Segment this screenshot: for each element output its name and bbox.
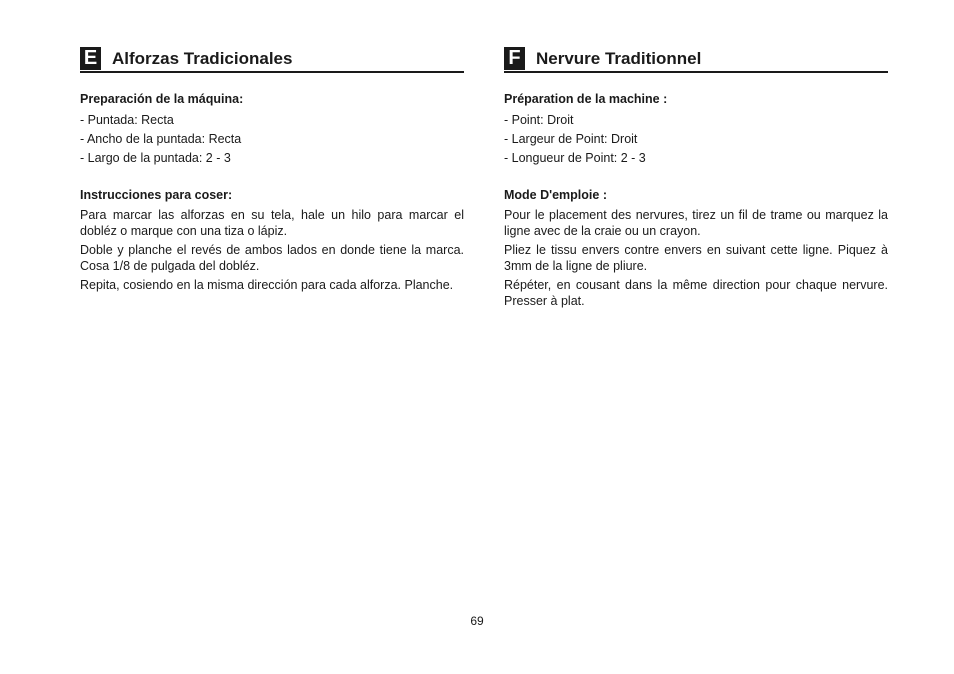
french-instruction-paragraph-1: Pour le placement des nervures, tirez un fil de trame ou marquez la ligne avec de la craie ou un crayon. <box>504 208 888 238</box>
french-instruction-paragraph-2: Pliez le tissu envers contre envers en suivant cette ligne. Piquez à 3mm de la ligne de pliure. <box>504 243 888 273</box>
french-setting-width: - Largeur de Point: Droit <box>504 132 638 146</box>
french-setting-stitch: - Point: Droit <box>504 113 574 127</box>
language-badge-f: F <box>504 47 525 70</box>
page-number: 69 <box>470 614 484 628</box>
spanish-setting-stitch: - Puntada: Recta <box>80 113 174 127</box>
spanish-setting-length: - Largo de la puntada: 2 - 3 <box>80 151 231 165</box>
french-section-title: Nervure Traditionnel <box>536 48 702 68</box>
spanish-section-header <box>80 46 464 73</box>
french-instructions-heading: Mode D'emploie : <box>504 188 607 202</box>
french-machine-settings <box>504 111 888 168</box>
french-section <box>504 46 888 312</box>
french-setting-length: - Longueur de Point: 2 - 3 <box>504 151 646 165</box>
spanish-section <box>80 46 464 296</box>
spanish-section-title: Alforzas Tradicionales <box>112 48 293 68</box>
spanish-machine-settings <box>80 111 464 168</box>
french-instruction-paragraph-3: Répéter, en cousant dans la même direction pour chaque nervure. Presser à plat. <box>504 278 888 308</box>
spanish-instruction-paragraph-1: Para marcar las alforzas en su tela, hale un hilo para marcar el dobléz o marque con una tiza o lápiz. <box>80 208 464 238</box>
french-section-header <box>504 46 888 73</box>
language-badge-e: E <box>80 47 101 70</box>
spanish-setting-width: - Ancho de la puntada: Recta <box>80 132 242 146</box>
spanish-instruction-paragraph-3: Repita, cosiendo en la misma dirección para cada alforza. Planche. <box>80 278 454 292</box>
french-machine-prep-heading: Préparation de la machine : <box>504 92 668 106</box>
spanish-instruction-paragraph-2: Doble y planche el revés de ambos lados en donde tiene la marca. Cosa 1/8 de pulgada del dobléz. <box>80 243 464 273</box>
spanish-instructions-heading: Instrucciones para coser: <box>80 188 233 202</box>
spanish-machine-prep-heading: Preparación de la máquina: <box>80 92 244 106</box>
